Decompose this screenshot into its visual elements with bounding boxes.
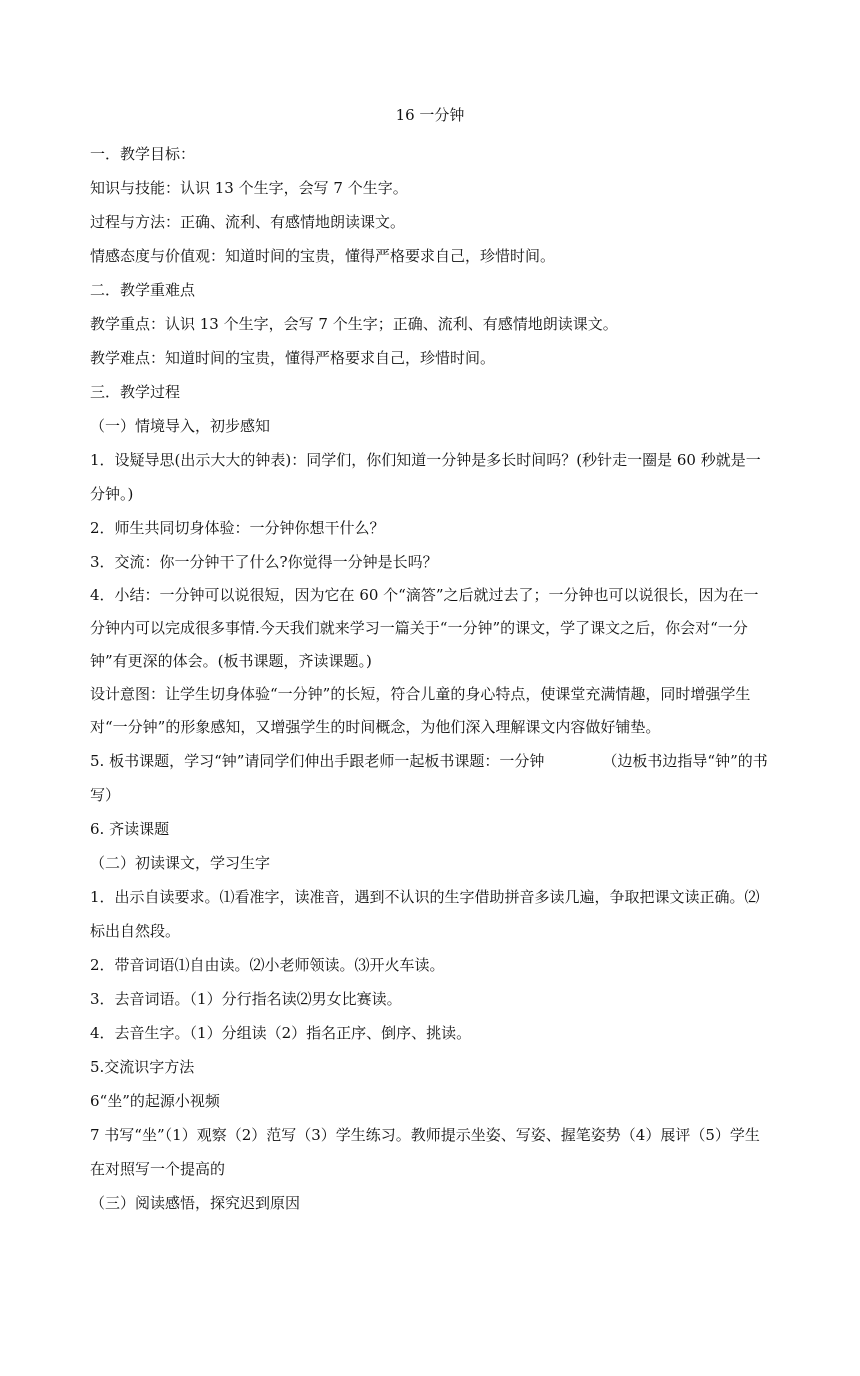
objective-attitude: 情感态度与价值观：知道时间的宝贵，懂得严格要求自己，珍惜时间。 xyxy=(90,247,556,265)
document-title: 16 一分钟 xyxy=(395,106,465,124)
key-point: 教学重点：认识 13 个生字，会写 7 个生字；正确、流利、有感情地朗读课文。 xyxy=(90,315,618,333)
step-5-main-text: 5. 板书课题，学习“钟”请同学们伸出手跟老师一起板书课题：一分钟 xyxy=(90,752,545,770)
subsection-heading-comprehension: （三）阅读感悟，探究迟到原因 xyxy=(90,1194,301,1212)
step-5-board-writing xyxy=(90,744,770,812)
objective-process: 过程与方法：正确、流利、有感情地朗读课文。 xyxy=(90,213,406,231)
reading-step-6: 6“坐”的起源小视频 xyxy=(90,1092,220,1110)
step-5-note: （边板书边指导“钟”的书写） xyxy=(90,752,768,804)
design-intent: 设计意图：让学生切身体验“一分钟”的长短，符合儿童的身心特点，使课堂充满情趣，同时增强学生对“一分钟”的形象感知，又增强学生的时间概念，为他们深入理解课文内容做好铺垫。 xyxy=(90,685,751,736)
subsection-heading-intro: （一）情境导入，初步感知 xyxy=(90,417,271,435)
reading-step-1: 1．出示自读要求。⑴看准字，读准音，遇到不认识的生字借助拼音多读几遍，争取把课文读正确。⑵标出自然段。 xyxy=(90,888,760,940)
reading-step-4: 4．去音生字。（1）分组读（2）指名正序、倒序、挑读。 xyxy=(90,1024,472,1042)
section-heading-objectives: 一．教学目标： xyxy=(90,145,196,163)
reading-step-3: 3．去音词语。（1）分行指名读⑵男女比赛读。 xyxy=(90,990,402,1008)
difficult-point: 教学难点：知道时间的宝贵，懂得严格要求自己，珍惜时间。 xyxy=(90,349,496,367)
reading-step-5: 5.交流识字方法 xyxy=(90,1058,195,1076)
objective-knowledge: 知识与技能：认识 13 个生字，会写 7 个生字。 xyxy=(90,179,408,197)
reading-step-2: 2．带音词语⑴自由读。⑵小老师领读。⑶开火车读。 xyxy=(90,956,445,974)
step-4-summary: 4．小结：一分钟可以说很短，因为它在 60 个“滴答”之后就过去了；一分钟也可以说很长，因为在一分钟内可以完成很多事情.今天我们就来学习一篇关于“一分钟”的课文，学了课文之后，你会对“一分钟”有更深的体会。(板书课题，齐读课题。) xyxy=(90,586,759,670)
subsection-heading-first-reading: （二）初读课文，学习生字 xyxy=(90,854,271,872)
section-heading-key-points: 二．教学重难点 xyxy=(90,281,196,299)
document-body xyxy=(90,137,770,1220)
step-2-experience: 2．师生共同切身体验：一分钟你想干什么？ xyxy=(90,519,385,537)
reading-step-7: 7 书写“坐”（1）观察（2）范写（3）学生练习。教师提示坐姿、写姿、握笔姿势（4）展评（5）学生在对照写一个提高的 xyxy=(90,1126,760,1178)
step-3-exchange: 3．交流：你一分钟干了什么?你觉得一分钟是长吗？ xyxy=(90,553,438,571)
step-6-read-title: 6. 齐读课题 xyxy=(90,820,170,838)
step-1-question: 1．设疑导思(出示大大的钟表)：同学们，你们知道一分钟是多长时间吗？(秒针走一圈是 60 秒就是一分钟。) xyxy=(90,451,761,503)
section-heading-process: 三．教学过程 xyxy=(90,383,181,401)
